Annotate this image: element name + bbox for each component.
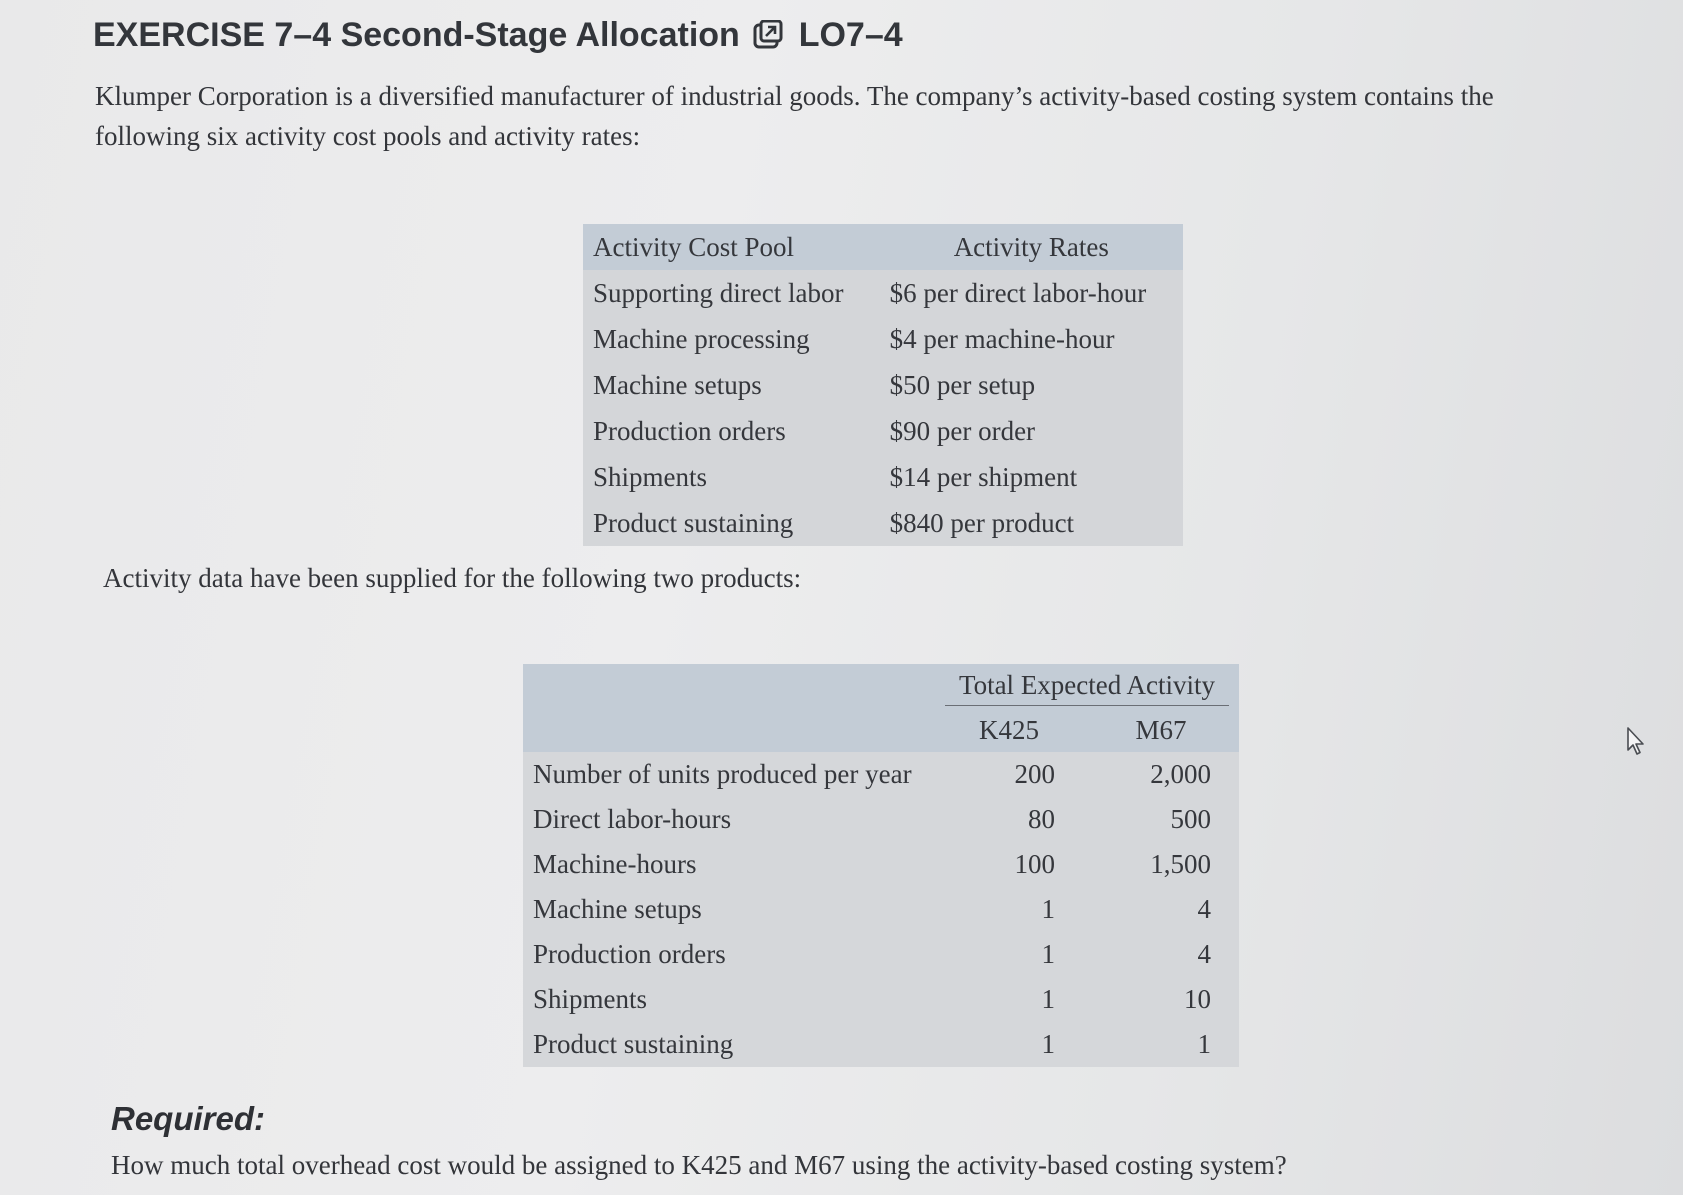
cost-pool-cell: Shipments	[593, 461, 708, 492]
activity-label-cell: Direct labor-hours	[533, 804, 732, 834]
activity-label-cell: Machine setups	[533, 894, 702, 924]
learning-objective: LO7–4	[798, 16, 903, 54]
table-row	[583, 408, 1183, 454]
table-row	[523, 887, 1239, 932]
k425-value-cell: 200	[1014, 759, 1055, 789]
required-question: How much total overhead cost would be assigned to K425 and M67 using the activity-based costing system?	[111, 1150, 1287, 1180]
m67-value-cell: 1	[1197, 1029, 1211, 1059]
column-header-row	[523, 708, 1239, 752]
group-header	[935, 664, 1239, 708]
intro-paragraph: Klumper Corporation is a diversified manufacturer of industrial goods. The company’s activity-based costing system contains the following six activity cost pools and activity rates:	[95, 81, 1494, 151]
group-header-row	[523, 664, 1239, 708]
title-prefix: EXERCISE 7–4 Second-Stage Allocation	[93, 16, 740, 54]
required-heading: Required:	[111, 1100, 266, 1137]
cost-pool-cell: Production orders	[593, 415, 786, 446]
rate-cell: $4 per machine-hour	[889, 323, 1115, 354]
table-row	[523, 1022, 1239, 1067]
cost-pool-cell: Machine processing	[593, 323, 810, 354]
table-row	[583, 270, 1183, 316]
table-row	[583, 316, 1183, 362]
m67-value-cell: 500	[1170, 804, 1211, 834]
cost-pool-cell: Machine setups	[593, 369, 762, 400]
header-activity-cost-pool: Activity Cost Pool	[583, 224, 880, 270]
activity-data-intro: Activity data have been supplied for the following two products:	[103, 563, 802, 593]
rate-cell: $840 per product	[889, 507, 1075, 538]
header-m67: M67	[1135, 714, 1187, 745]
mouse-pointer-icon	[1626, 726, 1648, 761]
blank-header-cell	[523, 708, 935, 752]
k425-value-cell: 1	[1041, 1029, 1055, 1059]
rate-cell: $90 per order	[889, 415, 1036, 446]
k425-value-cell: 1	[1041, 939, 1055, 969]
table-row	[523, 932, 1239, 977]
k425-value-cell: 100	[1014, 849, 1055, 879]
header-activity-rates: Activity Rates	[880, 224, 1183, 270]
external-link-icon[interactable]	[753, 20, 783, 59]
total-expected-activity-label: Total Expected Activity	[945, 670, 1229, 706]
m67-value-cell: 4	[1197, 939, 1211, 969]
m67-value-cell: 10	[1184, 984, 1211, 1014]
activity-label-cell: Number of units produced per year	[533, 759, 912, 789]
page-title	[93, 16, 903, 59]
activity-label-cell: Product sustaining	[533, 1029, 734, 1059]
table-row	[523, 977, 1239, 1022]
activity-label-cell: Shipments	[533, 984, 648, 1014]
k425-value-cell: 1	[1041, 984, 1055, 1014]
activity-label-cell: Machine-hours	[533, 849, 697, 879]
k425-value-cell: 1	[1041, 894, 1055, 924]
table-row	[523, 842, 1239, 887]
rate-cell: $14 per shipment	[889, 461, 1078, 492]
activity-label-cell: Production orders	[533, 939, 726, 969]
table-row	[583, 500, 1183, 546]
rates-header-row	[583, 224, 1183, 270]
blank-header-cell	[523, 664, 935, 708]
m67-value-cell: 4	[1197, 894, 1211, 924]
expected-activity-table	[523, 664, 1239, 1067]
rate-cell: $50 per setup	[889, 369, 1036, 400]
cost-pool-cell: Product sustaining	[593, 507, 794, 538]
table-row	[583, 454, 1183, 500]
m67-value-cell: 1,500	[1150, 849, 1211, 879]
table-row	[523, 752, 1239, 797]
m67-value-cell: 2,000	[1150, 759, 1211, 789]
activity-rates-table	[583, 224, 1183, 546]
cost-pool-cell: Supporting direct labor	[593, 277, 844, 308]
table-row	[583, 362, 1183, 408]
rate-cell: $6 per direct labor-hour	[889, 277, 1147, 308]
k425-value-cell: 80	[1028, 804, 1055, 834]
table-row	[523, 797, 1239, 842]
header-k425: K425	[979, 714, 1039, 745]
